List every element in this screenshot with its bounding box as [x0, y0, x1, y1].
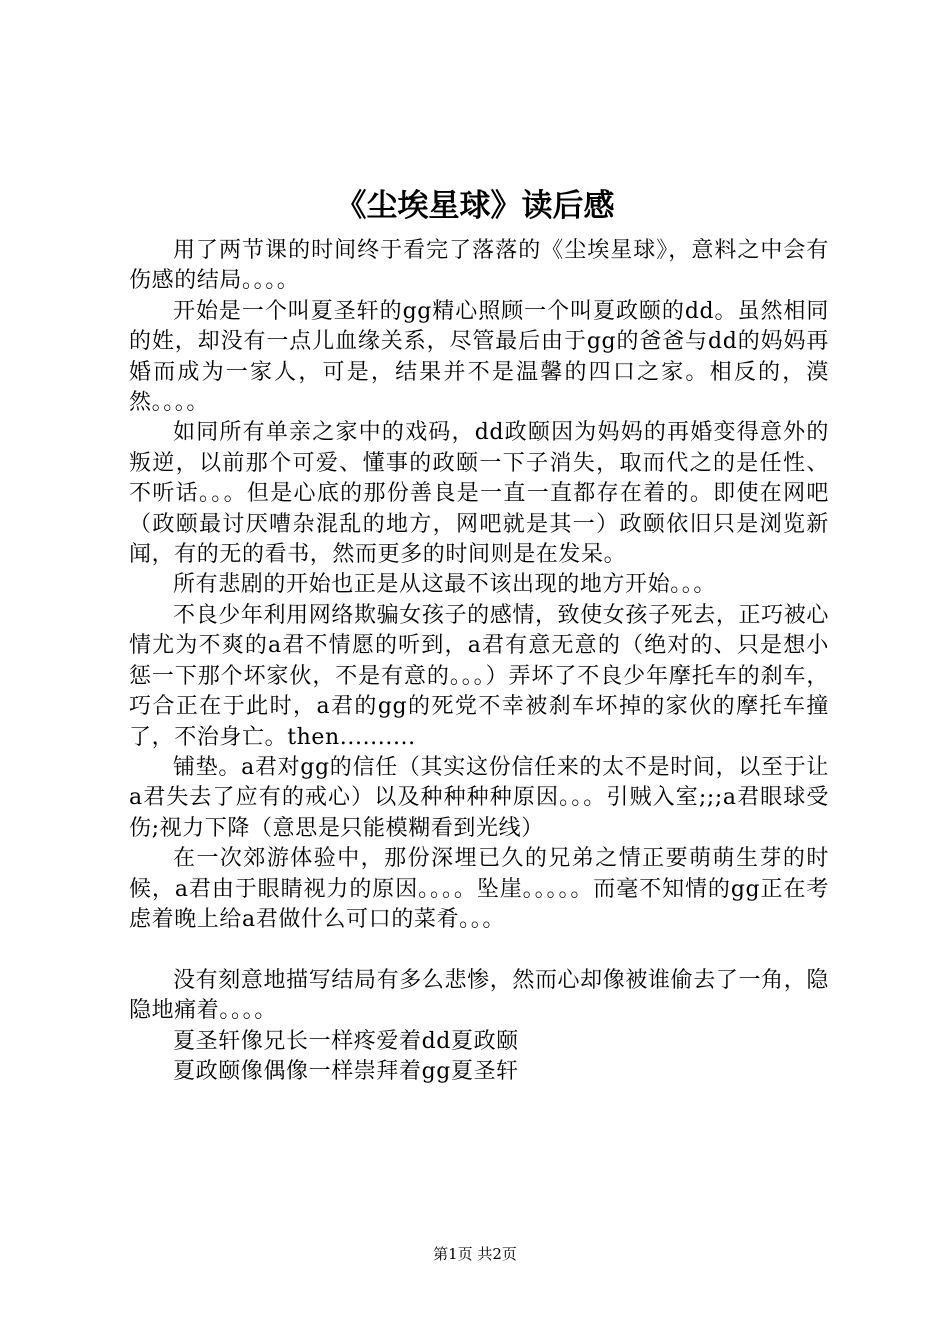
paragraph: 不良少年利用网络欺骗女孩子的感情，致使女孩子死去，正巧被心情尤为不爽的a君不情愿的听到，a君有意无意的（绝对的、只是想小惩一下那个坏家伙，不是有意的。。。）弄坏了不良少年摩托车的刹车，巧合正在于此时，a君的gg的死党不幸被刹车坏掉的家伙的摩托车撞了，不治身亡。then..........	[129, 602, 829, 750]
paragraph: 夏圣轩像兄长一样疼爱着dd夏政颐	[173, 1028, 519, 1054]
document-body	[129, 236, 829, 1087]
page-number-footer: 第1页 共2页	[433, 1245, 517, 1263]
paragraph: 如同所有单亲之家中的戏码，dd政颐因为妈妈的再婚变得意外的叛逆，以前那个可爱、懂事的政颐一下子消失，取而代之的是任性、不听话。。。但是心底的那份善良是一直一直都存在着的。即使在网吧（政颐最讨厌嘈杂混乱的地方，网吧就是其一）政颐依旧只是浏览新闻，有的无的看书，然而更多的时间则是在发呆。	[129, 420, 829, 568]
paragraph: 铺垫。a君对gg的信任（其实这份信任来的太不是时间，以至于让a君失去了应有的戒心）以及种种种种原因。。。引贼入室;;;a君眼球受伤;视力下降（意思是只能模糊看到光线）	[129, 754, 829, 841]
paragraph: 没有刻意地描写结局有多么悲惨，然而心却像被谁偷去了一角，隐隐地痛着。。。。	[129, 967, 829, 1024]
document-title: 《尘埃星球》读后感	[335, 188, 615, 224]
paragraph: 所有悲剧的开始也正是从这最不该出现的地方开始。。。	[173, 572, 717, 598]
paragraph: 在一次郊游体验中，那份深埋已久的兄弟之情正要萌萌生芽的时候，a君由于眼睛视力的原因。。。。坠崖。。。。。而毫不知情的gg正在考虑着晚上给a君做什么可口的菜肴。。。	[129, 846, 829, 932]
paragraph: 夏政颐像偶像一样崇拜着gg夏圣轩	[173, 1058, 519, 1084]
paragraph: 用了两节课的时间终于看完了落落的《尘埃星球》，意料之中会有伤感的结局。。。。	[129, 238, 829, 294]
paragraph: 开始是一个叫夏圣轩的gg精心照顾一个叫夏政颐的dd。虽然相同的姓，却没有一点儿血缘关系，尽管最后由于gg的爸爸与dd的妈妈再婚而成为一家人，可是，结果并不是温馨的四口之家。相反的，漠然。。。。	[129, 298, 829, 416]
